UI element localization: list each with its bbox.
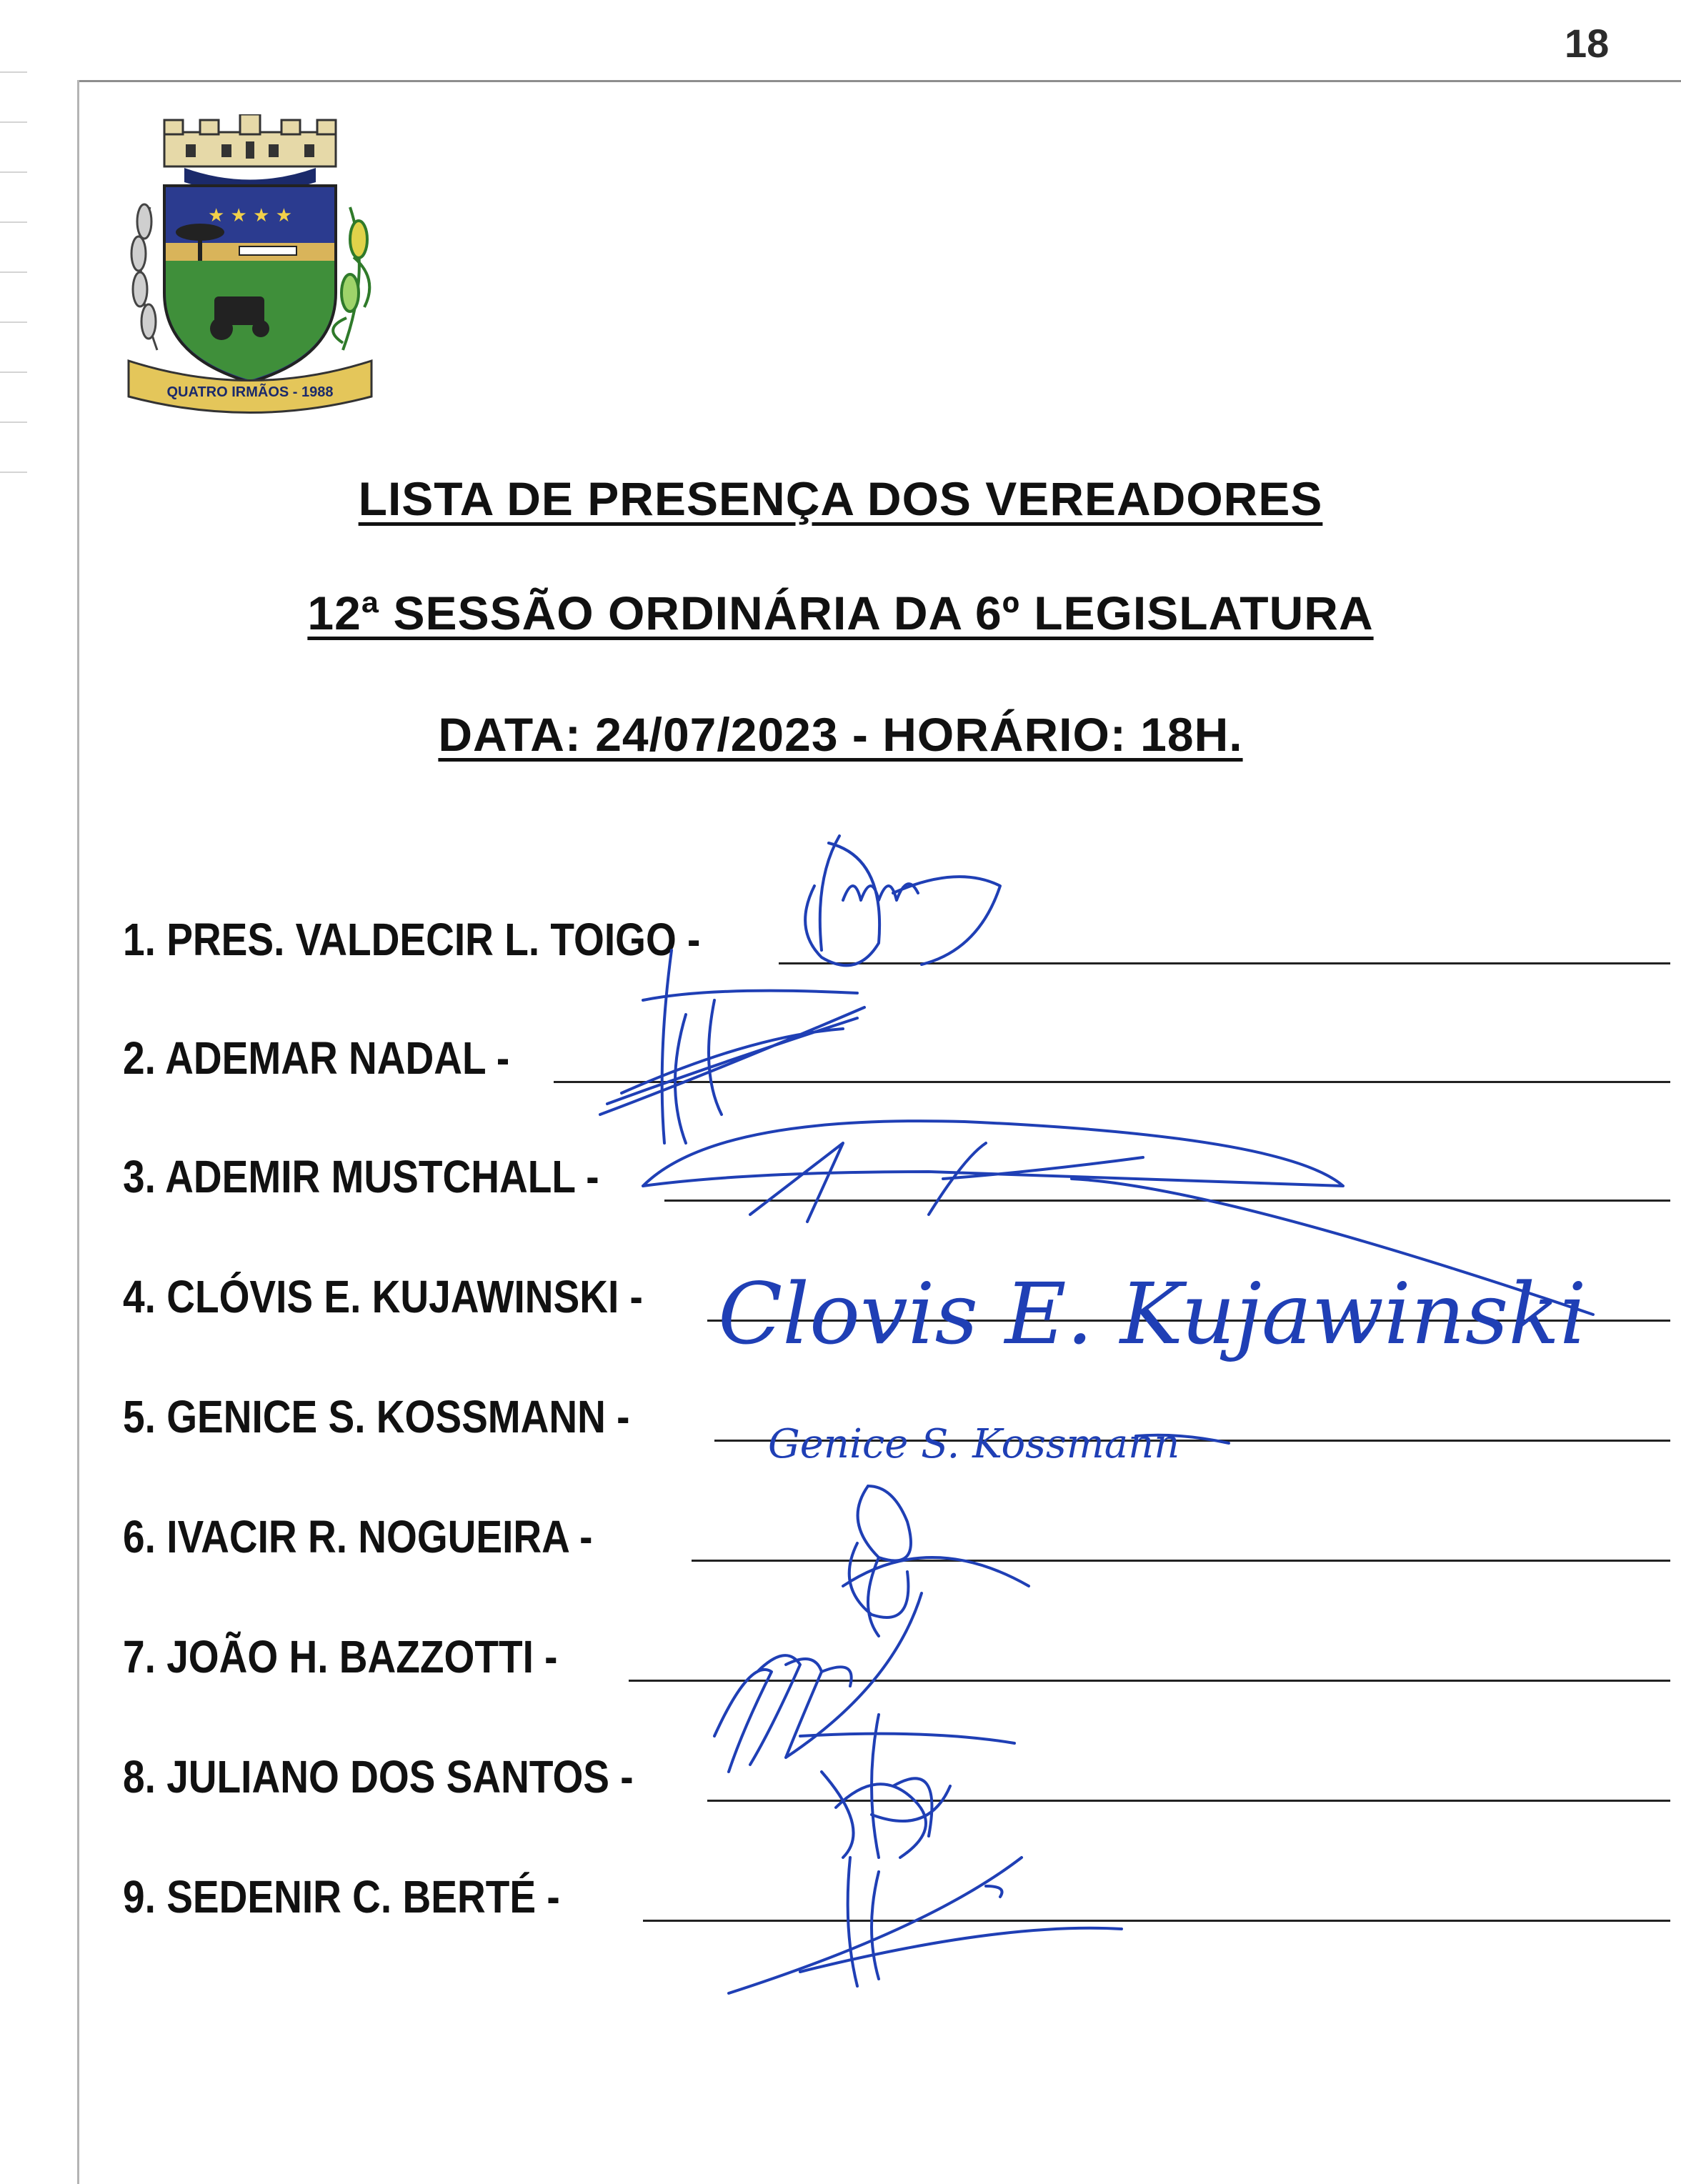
attendee-name: 7. JOÃO H. BAZZOTTI - (123, 1631, 558, 1682)
signature-line (554, 1081, 1670, 1083)
signature-line (692, 1560, 1670, 1562)
signature-line (629, 1680, 1670, 1682)
signature-line (714, 1440, 1670, 1442)
page-border-top (77, 80, 1681, 82)
attendee-name: 4. CLÓVIS E. KUJAWINSKI - (123, 1271, 643, 1322)
attendee-name: 5. GENICE S. KOSSMANN - (123, 1391, 630, 1442)
attendee-name: 9. SEDENIR C. BERTÉ - (123, 1871, 560, 1923)
wheat-branch-icon (131, 204, 157, 350)
attendee-row (0, 1626, 1681, 1705)
svg-text:★ ★ ★ ★: ★ ★ ★ ★ (207, 205, 293, 226)
crest-motto-text: QUATRO IRMÃOS - 1988 (166, 384, 334, 400)
mural-crown-icon (164, 114, 336, 193)
date-time-heading: DATA: 24/07/2023 - HORÁRIO: 18H. (438, 708, 1243, 761)
signature-line (664, 1200, 1670, 1202)
attendee-row (0, 1506, 1681, 1585)
signature-line (707, 1800, 1670, 1802)
document-title: LISTA DE PRESENÇA DOS VEREADORES (358, 472, 1323, 525)
signature-line (779, 962, 1670, 964)
attendee-row (0, 1266, 1681, 1345)
page-number: 18 (1565, 21, 1610, 66)
attendee-name: 1. PRES. VALDECIR L. TOIGO - (123, 914, 701, 965)
attendee-row (0, 1386, 1681, 1465)
attendee-name: 2. ADEMAR NADAL - (123, 1032, 510, 1084)
signature-4: Clovis E. Kujawinski (718, 1265, 1587, 1363)
attendee-name: 8. JULIANO DOS SANTOS - (123, 1751, 634, 1802)
attendee-row (0, 1866, 1681, 1945)
corn-branch-icon (333, 207, 369, 350)
signature-5: Genice S. Kossmann (768, 1421, 1180, 1467)
attendee-row (0, 1027, 1681, 1106)
attendee-row (0, 1746, 1681, 1825)
attendee-row (0, 909, 1681, 987)
shield-icon (164, 186, 336, 382)
attendee-name: 3. ADEMIR MUSTCHALL - (123, 1151, 599, 1202)
municipal-coat-of-arms (107, 114, 393, 422)
signature-line (643, 1920, 1670, 1922)
attendee-row (0, 1146, 1681, 1225)
session-heading: 12ª SESSÃO ORDINÁRIA DA 6º LEGISLATURA (307, 587, 1374, 639)
signature-line (707, 1320, 1670, 1322)
attendee-name: 6. IVACIR R. NOGUEIRA - (123, 1511, 593, 1562)
